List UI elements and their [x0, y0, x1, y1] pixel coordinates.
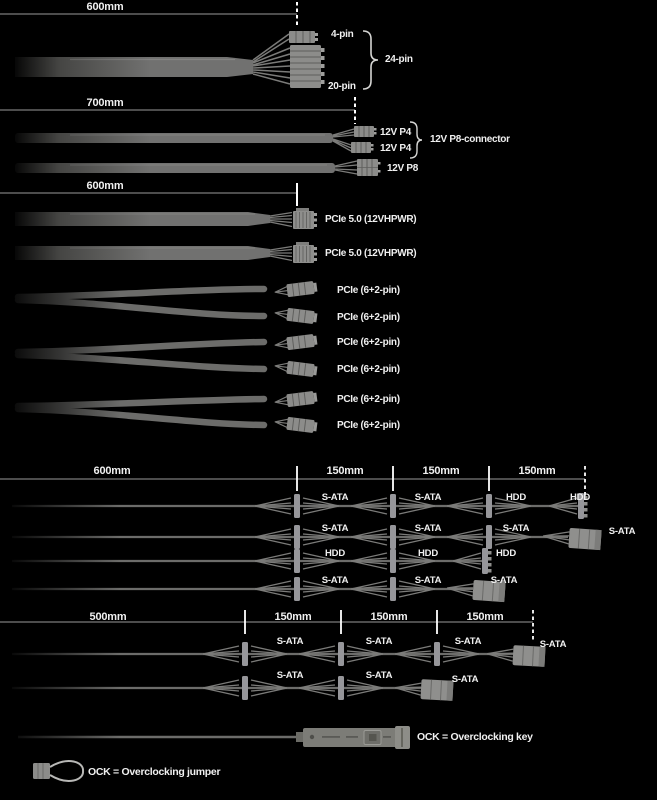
label-12v-p4-top: 12V P4 — [380, 127, 412, 138]
label-12v-p8-connector: 12V P8-connector — [430, 134, 510, 145]
label-sata: S-ATA — [451, 674, 479, 685]
pcie5-cable-section — [0, 183, 317, 263]
cpu-p4-connector-top — [354, 126, 377, 137]
label-sata: S-ATA — [414, 575, 442, 586]
pcie62-branch — [18, 300, 264, 316]
measure-label-150mm: 150mm — [274, 611, 312, 623]
label-pcie62: PCIe (6+2-pin) — [337, 394, 400, 405]
label-sata: S-ATA — [502, 523, 530, 534]
pcie62-branch — [18, 289, 264, 297]
pcie62-cable-section — [18, 281, 318, 434]
label-hdd: HDD — [418, 548, 438, 559]
measure-label-600mm-atx: 600mm — [86, 1, 124, 13]
cpu-p8-connector — [357, 159, 381, 176]
label-ock-key: OCK = Overclocking key — [417, 731, 533, 743]
pcie62-branch — [18, 342, 264, 352]
measure-label-600mm-sata: 600mm — [93, 465, 131, 477]
overclocking-jumper-icon — [33, 761, 83, 781]
measure-label-150mm: 150mm — [466, 611, 504, 623]
label-sata: S-ATA — [365, 636, 393, 647]
label-sata: S-ATA — [414, 492, 442, 503]
pcie5-connector-2 — [293, 242, 317, 263]
label-sata: S-ATA — [321, 523, 349, 534]
label-sata: S-ATA — [490, 575, 518, 586]
pcie62-connector — [274, 391, 317, 409]
pcie62-branch — [18, 399, 264, 406]
measure-label-150mm: 150mm — [370, 611, 408, 623]
label-4pin: 4-pin — [331, 29, 354, 40]
measure-label-500mm: 500mm — [89, 611, 127, 623]
label-sata: S-ATA — [608, 526, 636, 537]
label-hdd: HDD — [325, 548, 345, 559]
measure-label-150mm: 150mm — [326, 465, 364, 477]
label-sata: S-ATA — [321, 575, 349, 586]
pcie5-connector-1 — [293, 208, 317, 229]
measure-label-700mm: 700mm — [86, 97, 124, 109]
label-20pin: 20-pin — [328, 81, 356, 92]
label-pcie62: PCIe (6+2-pin) — [337, 420, 400, 431]
pcie62-connector — [274, 415, 317, 433]
sata-end-connector — [487, 644, 546, 667]
cpu-p4-connector-bottom — [351, 142, 374, 153]
label-hdd: HDD — [496, 548, 516, 559]
cpu-fan-wires — [333, 129, 354, 151]
label-hdd: HDD — [570, 492, 590, 503]
overclocking-key-device — [296, 726, 410, 749]
label-pcie5-bottom: PCIe 5.0 (12VHPWR) — [325, 248, 417, 259]
label-12v-p4-bottom: 12V P4 — [380, 143, 412, 154]
label-sata: S-ATA — [276, 670, 304, 681]
label-sata: S-ATA — [365, 670, 393, 681]
label-sata: S-ATA — [454, 636, 482, 647]
label-pcie62: PCIe (6+2-pin) — [337, 285, 400, 296]
pcie62-connector — [274, 306, 317, 324]
cpu-cable-section — [0, 97, 422, 176]
label-sata: S-ATA — [414, 523, 442, 534]
label-sata: S-ATA — [539, 639, 567, 650]
brace-24pin — [363, 31, 378, 89]
label-pcie62: PCIe (6+2-pin) — [337, 364, 400, 375]
measure-label-150mm: 150mm — [518, 465, 556, 477]
atx-20pin-connector — [290, 45, 325, 88]
pcie62-connector — [274, 281, 317, 299]
sata-end-connector — [395, 678, 454, 701]
label-pcie62: PCIe (6+2-pin) — [337, 337, 400, 348]
brace-p8 — [410, 122, 422, 158]
pcie62-branch — [18, 409, 264, 425]
pcie62-branch — [18, 355, 264, 369]
atx-4pin-connector — [289, 31, 318, 43]
label-pcie62: PCIe (6+2-pin) — [337, 312, 400, 323]
pcie62-connector — [274, 359, 317, 377]
label-sata: S-ATA — [321, 492, 349, 503]
pcie62-connector — [274, 334, 317, 352]
label-ock-jumper: OCK = Overclocking jumper — [88, 766, 221, 778]
label-hdd: HDD — [506, 492, 526, 503]
sata500-section — [0, 610, 546, 701]
measure-label-150mm: 150mm — [422, 465, 460, 477]
atx-fan-wires — [253, 34, 290, 84]
label-pcie5-top: PCIe 5.0 (12VHPWR) — [325, 214, 417, 225]
atx-cable-section — [0, 2, 378, 89]
label-sata: S-ATA — [276, 636, 304, 647]
sata-end-connector — [542, 526, 601, 550]
label-12v-p8: 12V P8 — [387, 163, 419, 174]
label-24pin: 24-pin — [385, 54, 413, 65]
measure-label-600mm-pcie: 600mm — [86, 180, 124, 192]
